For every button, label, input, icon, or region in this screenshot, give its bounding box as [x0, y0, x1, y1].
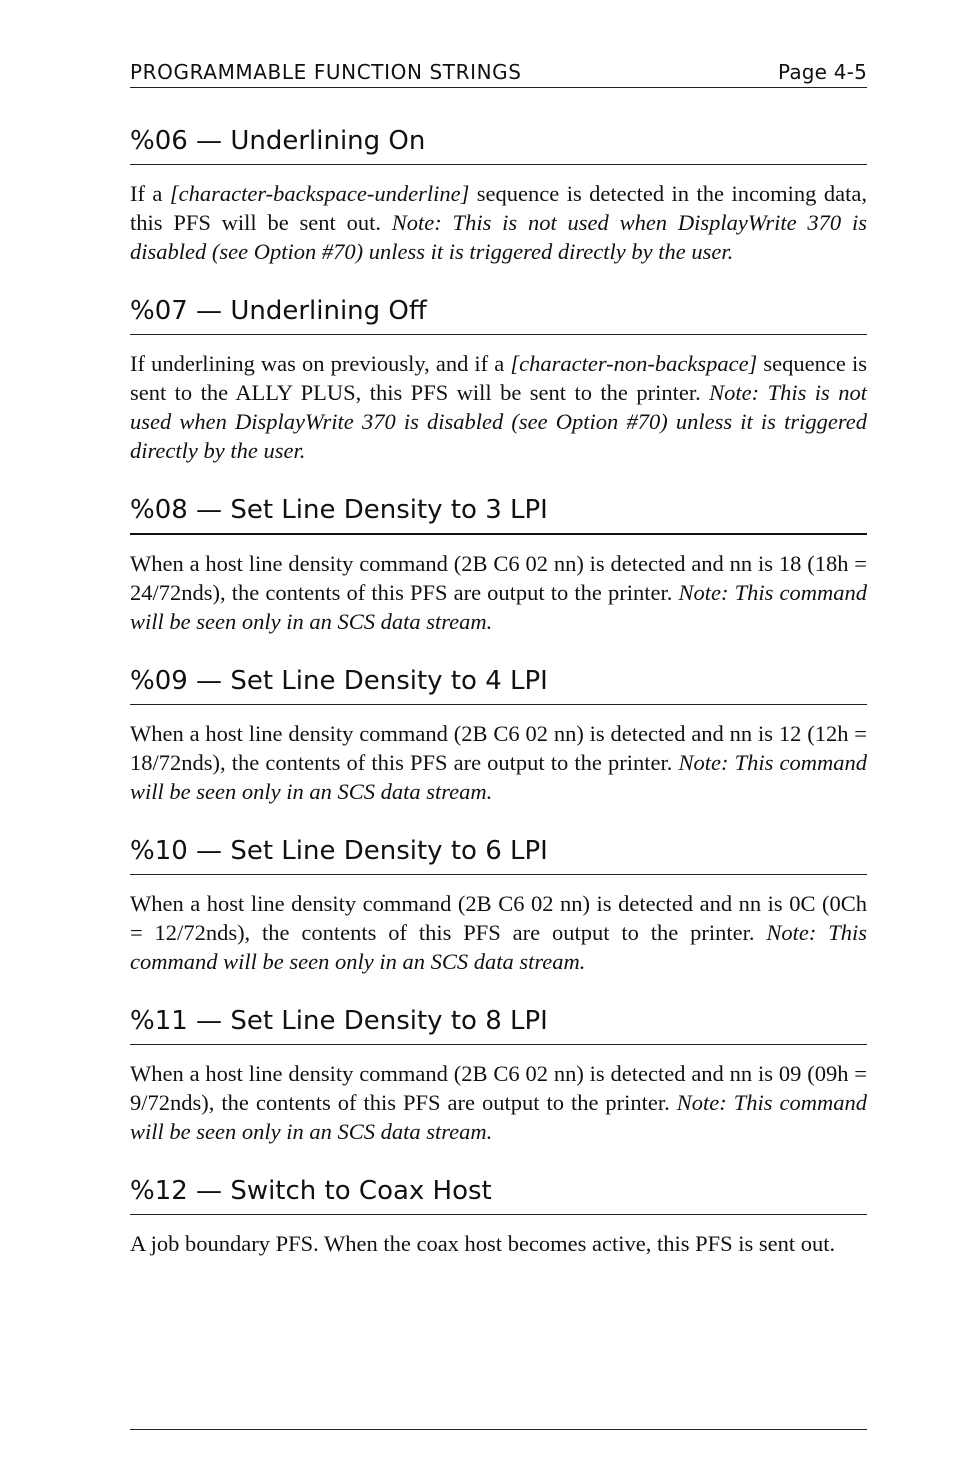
section-heading: %12 — Switch to Coax Host	[130, 1174, 867, 1215]
running-header-title: PROGRAMMABLE FUNCTION STRINGS	[130, 60, 522, 84]
page-number: Page 4-5	[777, 60, 867, 84]
note-text: Note: This is not used when DisplayWrite 370 is disabled (see Option #70) unless it is triggered directly by the user.	[130, 210, 867, 264]
sequence-term: [character-non-backspace]	[510, 351, 758, 376]
section-underlining-on	[130, 124, 867, 266]
section-body	[130, 1059, 867, 1146]
section-body	[130, 349, 867, 465]
section-heading: %08 — Set Line Density to 3 LPI	[130, 493, 867, 535]
note-text: Note: This is not used when DisplayWrite 370 is disabled (see Option #70) unless it is triggered directly by the user.	[130, 380, 867, 463]
section-line-density-6lpi	[130, 834, 867, 976]
body-text: If underlining was on previously, and if a	[130, 351, 511, 376]
section-underlining-off	[130, 294, 867, 465]
body-text: If a	[130, 181, 170, 206]
sequence-term: [character-backspace-underline]	[169, 181, 470, 206]
note-text: Note: This command will be seen only in an SCS data stream.	[130, 920, 868, 974]
body-text: When a host line density command (2B C6 02 nn) is detected and nn is 0C (0Ch = 12/72nds), the contents of this PFS are output to the printer.	[130, 891, 867, 945]
section-heading: %09 — Set Line Density to 4 LPI	[130, 664, 867, 705]
section-heading: %07 — Underlining Off	[130, 294, 867, 335]
footer-rule	[130, 1429, 867, 1430]
section-line-density-3lpi	[130, 493, 867, 636]
section-body	[130, 179, 867, 266]
section-switch-coax-host	[130, 1174, 867, 1258]
section-heading: %11 — Set Line Density to 8 LPI	[130, 1004, 867, 1045]
document-page	[130, 56, 867, 1258]
body-text: When a host line density command (2B C6 02 nn) is detected and nn is 12 (12h = 18/72nds), the contents of this PFS are output to the printer.	[130, 721, 867, 775]
section-body	[130, 1229, 867, 1258]
body-text: When a host line density command (2B C6 02 nn) is detected and nn is 18 (18h = 24/72nds), the contents of this PFS are output to the printer.	[130, 551, 867, 605]
section-line-density-4lpi	[130, 664, 867, 806]
section-body	[130, 889, 867, 976]
section-body	[130, 719, 867, 806]
section-body	[130, 549, 867, 636]
section-heading: %06 — Underlining On	[130, 124, 867, 165]
body-text: When a host line density command (2B C6 02 nn) is detected and nn is 09 (09h = 9/72nds), the contents of this PFS are output to the printer.	[130, 1061, 867, 1115]
body-text: sequence is sent to the ALLY PLUS, this PFS will be sent to the printer.	[130, 351, 867, 405]
section-heading: %10 — Set Line Density to 6 LPI	[130, 834, 867, 875]
section-line-density-8lpi	[130, 1004, 867, 1146]
note-text: Note: This command will be seen only in an SCS data stream.	[130, 580, 867, 634]
body-text: sequence is detected in the incoming data, this PFS will be sent out.	[130, 181, 867, 235]
running-header	[130, 56, 867, 88]
note-text: Note: This command will be seen only in an SCS data stream.	[130, 1090, 867, 1144]
note-text: Note: This command will be seen only in an SCS data stream.	[130, 750, 867, 804]
body-text: A job boundary PFS. When the coax host becomes active, this PFS is sent out.	[130, 1231, 836, 1256]
